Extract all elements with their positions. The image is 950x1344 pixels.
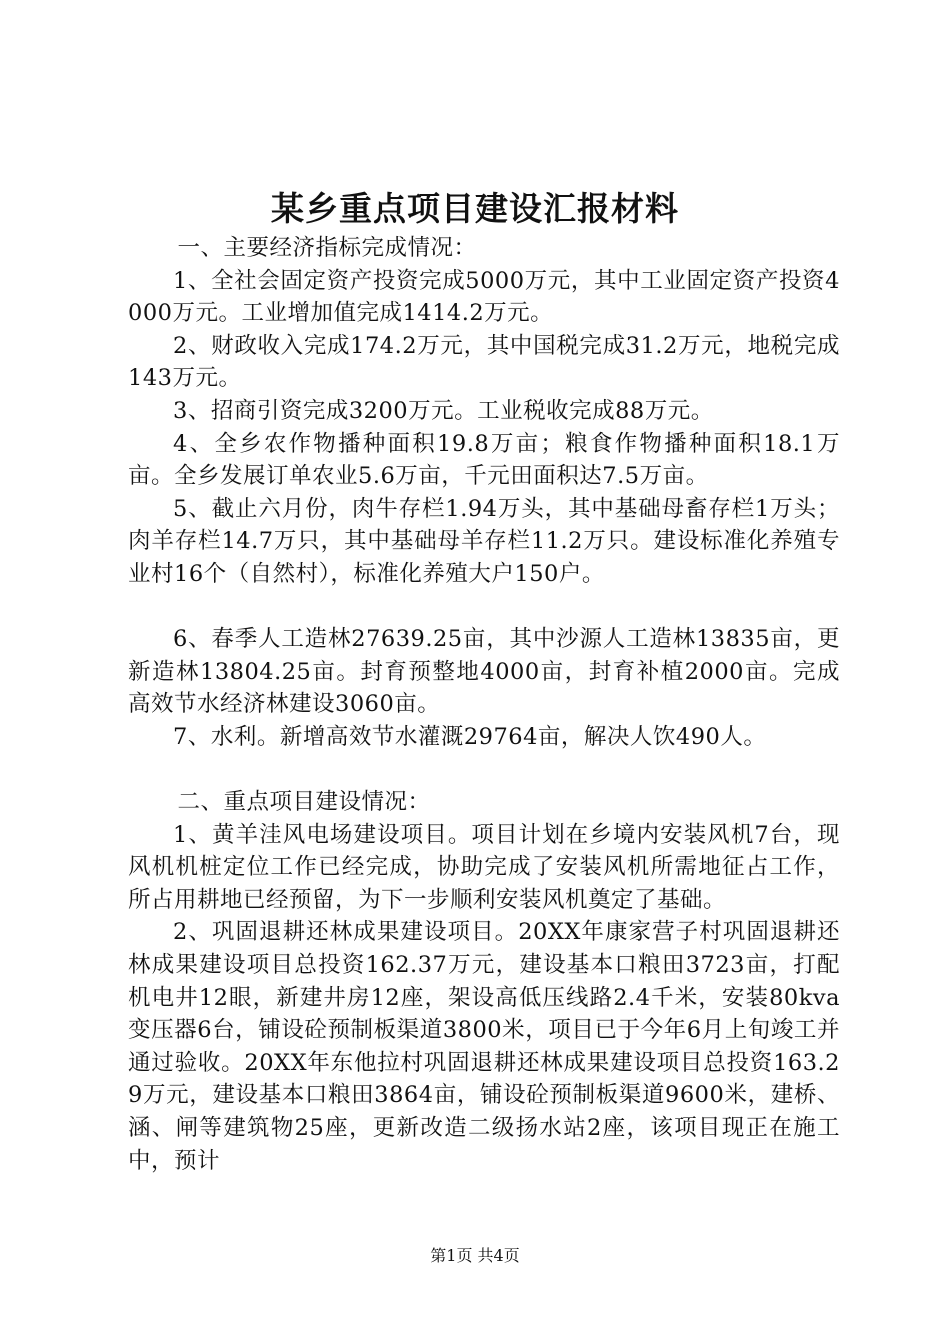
paragraph-gap (128, 591, 840, 624)
paragraph-3: 3、招商引资完成3200万元。工业税收完成88万元。 (173, 397, 714, 424)
section-heading-1: 一、主要经济指标完成情况： (177, 235, 477, 261)
paragraph-2: 2、财政收入完成174.2万元，其中国税完成31.2万元，地税完成143万元。 (128, 332, 840, 392)
paragraph-5: 5、截止六月份，肉牛存栏1.94万头，其中基础母畜存栏1万头；肉羊存栏14.7万只，其中基础母羊存栏11.2万只。建设标准化养殖专业村16个（自然村），标准化养殖大户150户。 (128, 495, 840, 587)
page-footer: 第1页 共4页 (430, 1246, 520, 1265)
paragraph-gap (128, 754, 840, 787)
section-heading-2: 二、重点项目建设情况： (177, 789, 431, 816)
paragraph-7: 7、水利。新增高效节水灌溉29764亩，解决人饮490人。 (173, 723, 767, 750)
paragraph-8: 1、黄羊洼风电场建设项目。项目计划在乡境内安装风机7台，现风机机桩定位工作已经完成，协助完成了安装风机所需地征占工作，所占用耕地已经预留，为下一步顺利安装风机奠定了基础。 (128, 821, 840, 913)
paragraph-4: 4、全乡农作物播种面积19.8万亩；粮食作物播种面积18.1万亩。全乡发展订单农业5.6万亩，千元田面积达7.5万亩。 (128, 430, 840, 490)
paragraph-1: 1、全社会固定资产投资完成5000万元，其中工业固定资产投资4000万元。工业增加值完成1414.2万元。 (128, 267, 840, 327)
document-body (128, 232, 840, 1177)
document-title: 某乡重点项目建设汇报材料 (271, 189, 679, 228)
paragraph-6: 6、春季人工造林27639.25亩，其中沙源人工造林13835亩，更新造林13804.25亩。封育预整地4000亩，封育补植2000亩。完成高效节水经济林建设3060亩。 (128, 626, 840, 718)
paragraph-9: 2、巩固退耕还林成果建设项目。20XX年康家营子村巩固退耕还林成果建设项目总投资162.37万元，建设基本口粮田3723亩，打配机电井12眼，新建井房12座，架设高低压线路2.4千米，安装80kva变压器6台，铺设砼预制板渠道3800米，项目已于今年6月上旬竣工并通过验收。20XX年东他拉村巩固退耕还林成果建设项目总投资163.29万元，建设基本口粮田3864亩，铺设砼预制板渠道9600米，建桥、涵、闸等建筑物25座，更新改造二级扬水站2座，该项目现正在施工中，预计 (128, 919, 840, 1174)
